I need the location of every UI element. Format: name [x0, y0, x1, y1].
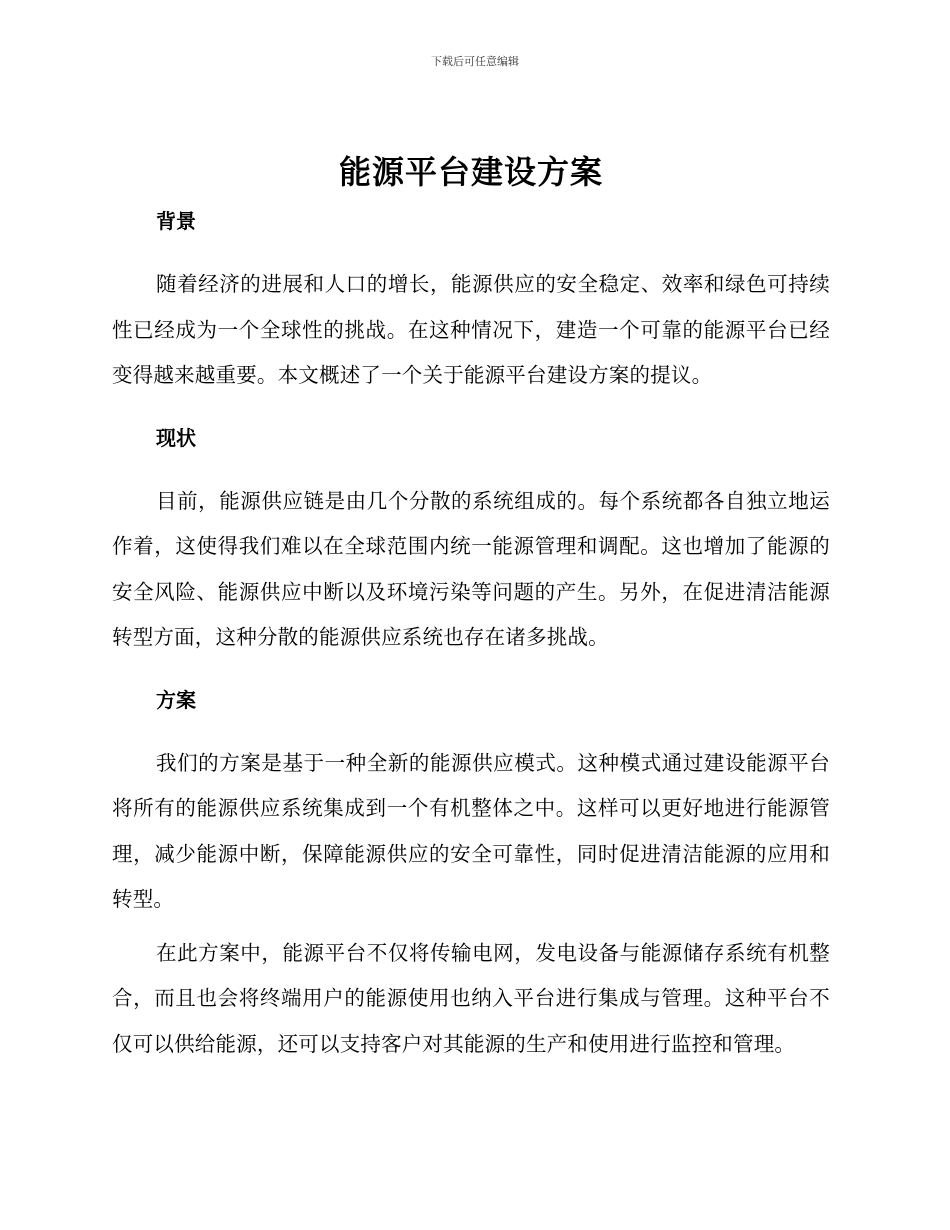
download-editable-note: 下载后可任意编辑 — [431, 55, 519, 68]
paragraph-plan-1: 我们的方案是基于一种全新的能源供应模式。这种模式通过建设能源平台将所有的能源供应系统集成到一个有机整体之中。这样可以更好地进行能源管理，减少能源中断，保障能源供应的安全可靠性，同时促进清洁能源的应用和转型。 — [112, 750, 830, 911]
section-heading-status: 现状 — [156, 425, 196, 450]
section-heading-plan: 方案 — [156, 687, 196, 712]
paragraph-status: 目前，能源供应链是由几个分散的系统组成的。每个系统都各自独立地运作着，这使得我们难以在全球范围内统一能源管理和调配。这也增加了能源的安全风险、能源供应中断以及环境污染等问题的产生。另外，在促进清洁能源转型方面，这种分散的能源供应系统也存在诸多挑战。 — [112, 488, 830, 649]
paragraph-plan-2: 在此方案中，能源平台不仅将传输电网，发电设备与能源储存系统有机整合，而且也会将终端用户的能源使用也纳入平台进行集成与管理。这种平台不仅可以供给能源，还可以支持客户对其能源的生产和使用进行监控和管理。 — [112, 940, 830, 1056]
document-title: 能源平台建设方案 — [338, 153, 603, 191]
section-heading-background: 背景 — [156, 209, 196, 233]
paragraph-background: 随着经济的进展和人口的增长，能源供应的安全稳定、效率和绿色可持续性已经成为一个全球性的挑战。在这种情况下，建造一个可靠的能源平台已经变得越来越重要。本文概述了一个关于能源平台建设方案的提议。 — [112, 272, 830, 387]
document-body — [112, 148, 830, 1067]
